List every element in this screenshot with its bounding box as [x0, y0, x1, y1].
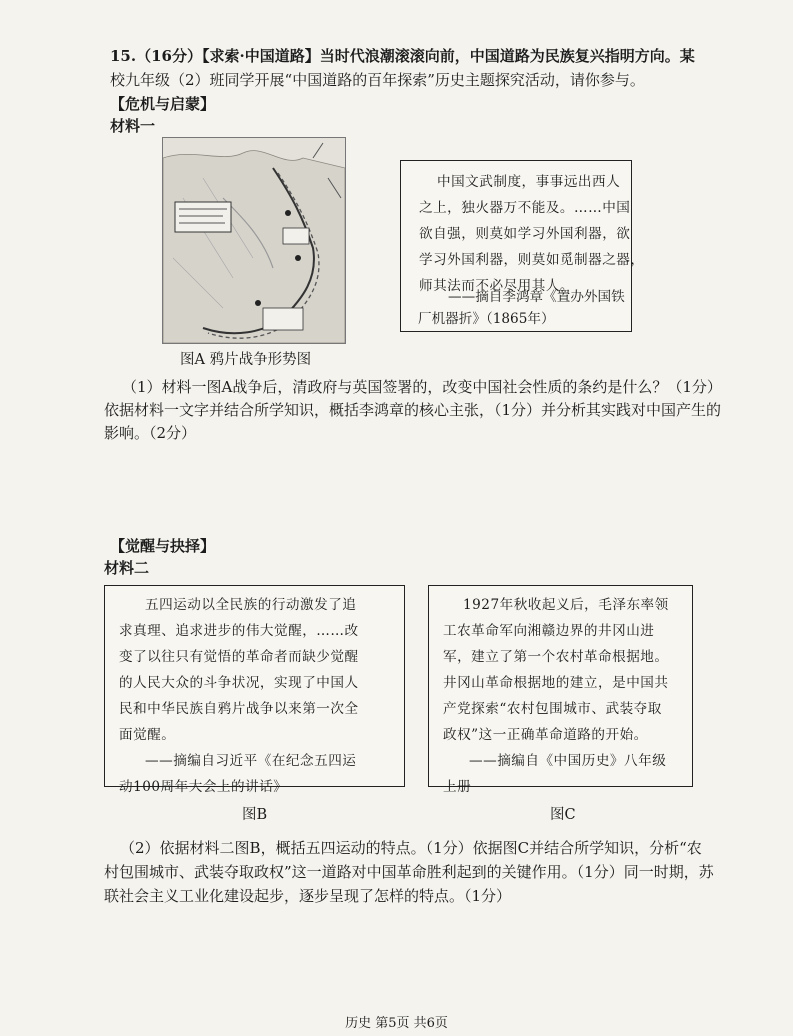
question-intro-line-2: 校九年级（2）班同学开展“中国道路的百年探索”历史主题探究活动，请你参与。	[110, 71, 645, 89]
figure-c-line: ——摘编自《中国历史》八年级	[469, 753, 667, 769]
figure-b-line: 变了以往只有觉悟的革命者而缺少觉醒	[119, 649, 359, 665]
figure-b-line: 面觉醒。	[119, 727, 176, 743]
quote-line: 师其法而不必尽用其人。	[419, 278, 575, 294]
figure-c-line: 工农革命军向湘赣边界的井冈山进	[443, 623, 655, 639]
material2-label: 材料二	[104, 559, 150, 577]
map-graphic	[163, 138, 345, 343]
figure-b-quote-box	[104, 585, 405, 795]
figure-b-line: 动100周年大会上的讲话》	[119, 779, 288, 795]
figure-a-caption: 图A 鸦片战争形势图	[180, 352, 312, 368]
figure-b-line: 民和中华民族自鸦片战争以来第一次全	[119, 701, 359, 717]
question-2-line: 联社会主义工业化建设起步，逐步呈现了怎样的特点。（1分）	[104, 887, 512, 905]
page-footer: 历史 第5页 共6页	[345, 1016, 448, 1031]
figure-c-line: 上册	[443, 779, 472, 795]
question-intro-line-1: 15.（16分）【求索·中国道路】当时代浪潮滚滚向前，中国道路为民族复兴指明方向。某	[110, 47, 695, 65]
figure-c-quote-box	[428, 585, 693, 795]
question-1-line: （1）材料一图A战争后，清政府与英国签署的，改变中国社会性质的条约是什么？（1分）	[122, 378, 722, 396]
figure-b-line: 的人民大众的斗争状况，实现了中国人	[119, 675, 359, 691]
figure-b-caption: 图B	[242, 807, 268, 823]
quote-line: 欲自强，则莫如学习外国利器，欲	[419, 226, 631, 242]
section1-heading: 【危机与启蒙】	[110, 95, 216, 113]
quote-source-line: 厂机器折》（1865年）	[418, 311, 555, 327]
question-1-line: 依据材料一文字并结合所学知识，概括李鸿章的核心主张，（1分）并分析其实践对中国产生的	[104, 401, 722, 419]
material1-label: 材料一	[110, 117, 156, 135]
question-1-line: 影响。（2分）	[104, 424, 197, 442]
figure-c-line: 军，建立了第一个农村革命根据地。	[443, 649, 669, 665]
quote-line: 中国文武制度，事事远出西人	[437, 174, 621, 190]
quote-source-line: ——摘自李鸿章《置办外国铁	[448, 289, 625, 305]
figure-b-line: 求真理、追求进步的伟大觉醒，……改	[119, 623, 359, 639]
section2-heading: 【觉醒与抉择】	[110, 537, 216, 555]
figure-c-line: 井冈山革命根据地的建立，是中国共	[443, 675, 669, 691]
opium-war-map	[162, 137, 346, 344]
figure-c-line: 政权”这一正确革命道路的开始。	[443, 727, 648, 743]
quote-line: 之上，独火器万不能及。……中国	[419, 200, 631, 216]
question-2-line: 村包围城市、武装夺取政权”这一道路对中国革命胜利起到的关键作用。（1分）同一时期，苏	[104, 863, 714, 881]
figure-b-line: ——摘编自习近平《在纪念五四运	[145, 753, 357, 769]
question-2-line: （2）依据材料二图B，概括五四运动的特点。（1分）依据图C并结合所学知识，分析“农	[120, 839, 702, 857]
quote-line: 学习外国利器，则莫如觅制器之器，	[419, 252, 645, 268]
figure-c-line: 产党探索“农村包围城市、武装夺取	[443, 701, 662, 717]
figure-b-line: 五四运动以全民族的行动激发了追	[145, 597, 357, 613]
figure-c-line: 1927年秋收起义后，毛泽东率领	[463, 597, 669, 613]
figure-c-caption: 图C	[550, 807, 576, 823]
